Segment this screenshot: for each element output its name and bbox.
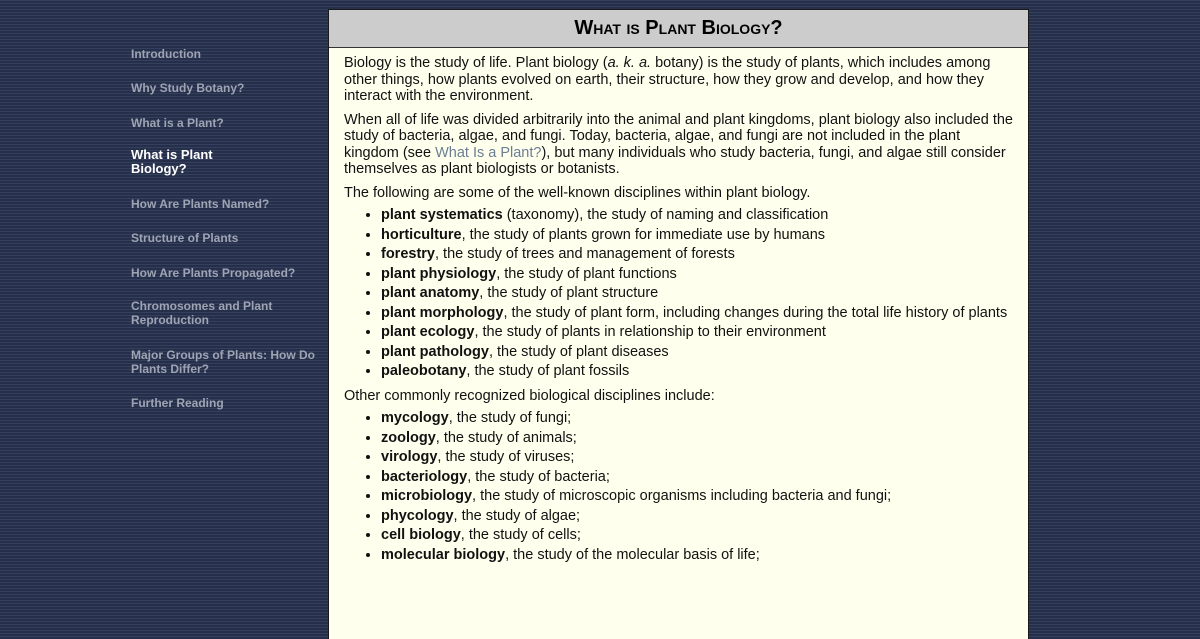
- list-item: [381, 228, 1013, 244]
- discipline-term: zoology: [381, 429, 436, 446]
- intro-text-end: botany) is the study of plants, which includes among other things, how plants evolved on earth, their structure, how they grow and develop, and how they interact with the environment.: [344, 55, 991, 104]
- discipline-description: , the study of plant form, including changes during the total life history of plants: [503, 304, 1008, 321]
- discipline-term: horticulture: [381, 226, 462, 243]
- discipline-description: , the study of bacteria;: [467, 468, 610, 485]
- discipline-description: , the study of fungi;: [448, 410, 572, 426]
- history-paragraph: [344, 112, 1013, 178]
- discipline-term: microbiology: [381, 488, 473, 504]
- sidebar-item-introduction[interactable]: Introduction: [131, 47, 201, 61]
- other-disciplines-list: [344, 411, 1013, 563]
- discipline-term: molecular biology: [381, 546, 506, 563]
- other-disciplines-intro: Other commonly recognized biological disciplines include:: [344, 387, 715, 404]
- disciplines-intro-paragraph: The following are some of the well-known disciplines within plant biology.: [344, 184, 811, 201]
- discipline-description: , the study of viruses;: [437, 449, 575, 465]
- discipline-description: , the study of plants grown for immediate use by humans: [461, 226, 826, 243]
- discipline-term: forestry: [381, 246, 435, 262]
- discipline-term: mycology: [381, 410, 449, 426]
- list-item: [381, 470, 1013, 486]
- discipline-term: plant systematics: [381, 207, 503, 223]
- sidebar-item-structure-of-plants[interactable]: Structure of Plants: [131, 231, 239, 245]
- page-title: What is Plant Biology?: [329, 10, 1028, 48]
- discipline-description: , the study of microscopic organisms including bacteria and fungi;: [472, 488, 892, 504]
- list-item: [381, 208, 1013, 224]
- list-item: [381, 306, 1013, 322]
- list-item: [381, 247, 1013, 263]
- sidebar-item-how-are-plants-propagated[interactable]: How Are Plants Propagated?: [131, 266, 296, 280]
- list-item: [381, 489, 1013, 505]
- list-item: [381, 528, 1013, 544]
- discipline-description: , the study of animals;: [435, 429, 577, 446]
- what-is-a-plant-link[interactable]: What Is a Plant?: [435, 144, 542, 161]
- discipline-description: , the study of plants in relationship to their environment: [474, 324, 826, 340]
- sidebar-item-further-reading[interactable]: Further Reading: [131, 396, 224, 410]
- discipline-description: , the study of plant functions: [496, 265, 677, 282]
- sidebar-item-how-are-plants-named[interactable]: How Are Plants Named?: [131, 197, 270, 211]
- sidebar-item-what-is-a-plant[interactable]: What is a Plant?: [131, 116, 224, 130]
- discipline-description: , the study of plant structure: [479, 285, 659, 301]
- discipline-term: plant pathology: [381, 343, 489, 360]
- discipline-term: bacteriology: [381, 468, 468, 485]
- history-text-end: ), but many individuals who study bacteria, fungi, and algae still consider themselves as plant biologists or botanists.: [344, 144, 1006, 177]
- discipline-term: plant anatomy: [381, 285, 480, 301]
- aka-abbreviation: a. k. a.: [607, 55, 652, 71]
- sidebar-item-chromosomes-and-plant-reproduction[interactable]: Chromosomes and Plant Reproduction: [131, 299, 273, 327]
- discipline-term: cell biology: [381, 527, 461, 543]
- discipline-term: paleobotany: [381, 363, 467, 379]
- discipline-term: plant morphology: [381, 304, 504, 321]
- history-text-start: When all of life was divided arbitrarily into the animal and plant kingdoms, plant biology also included the study of bacteria, algae, and fungi. Today, bacteria, algae, and fungi are not included in the plant kingdom (see: [344, 111, 1013, 161]
- article-body: [329, 48, 1028, 563]
- list-item: [381, 286, 1013, 302]
- discipline-description: , the study of plant fossils: [466, 363, 630, 379]
- discipline-description: , the study of algae;: [453, 507, 581, 524]
- intro-paragraph: [344, 55, 1013, 105]
- discipline-term: plant ecology: [381, 324, 475, 340]
- discipline-description: , the study of the molecular basis of life;: [505, 546, 760, 563]
- discipline-term: virology: [381, 449, 438, 465]
- list-item: [381, 345, 1013, 361]
- plant-disciplines-list: [344, 208, 1013, 380]
- discipline-description: , the study of trees and management of forests: [435, 246, 735, 262]
- list-item: [381, 411, 1013, 427]
- list-item: [381, 548, 1013, 564]
- sidebar-item-why-study-botany[interactable]: Why Study Botany?: [131, 81, 245, 95]
- list-item: [381, 431, 1013, 447]
- discipline-term: phycology: [381, 507, 454, 524]
- intro-text-start: Biology is the study of life. Plant biology (: [344, 55, 608, 71]
- list-item: [381, 325, 1013, 341]
- discipline-description: , the study of cells;: [460, 527, 581, 543]
- discipline-term: plant physiology: [381, 265, 497, 282]
- list-item: [381, 450, 1013, 466]
- sidebar-item-what-is-plant-biology[interactable]: What is Plant Biology?: [131, 147, 213, 176]
- discipline-description: , the study of plant diseases: [488, 343, 669, 360]
- article-panel: [328, 9, 1029, 639]
- discipline-description: (taxonomy), the study of naming and classification: [502, 207, 829, 223]
- list-item: [381, 364, 1013, 380]
- sidebar-item-major-groups-of-plants[interactable]: Major Groups of Plants: How Do Plants Differ?: [131, 348, 316, 376]
- list-item: [381, 509, 1013, 525]
- list-item: [381, 267, 1013, 283]
